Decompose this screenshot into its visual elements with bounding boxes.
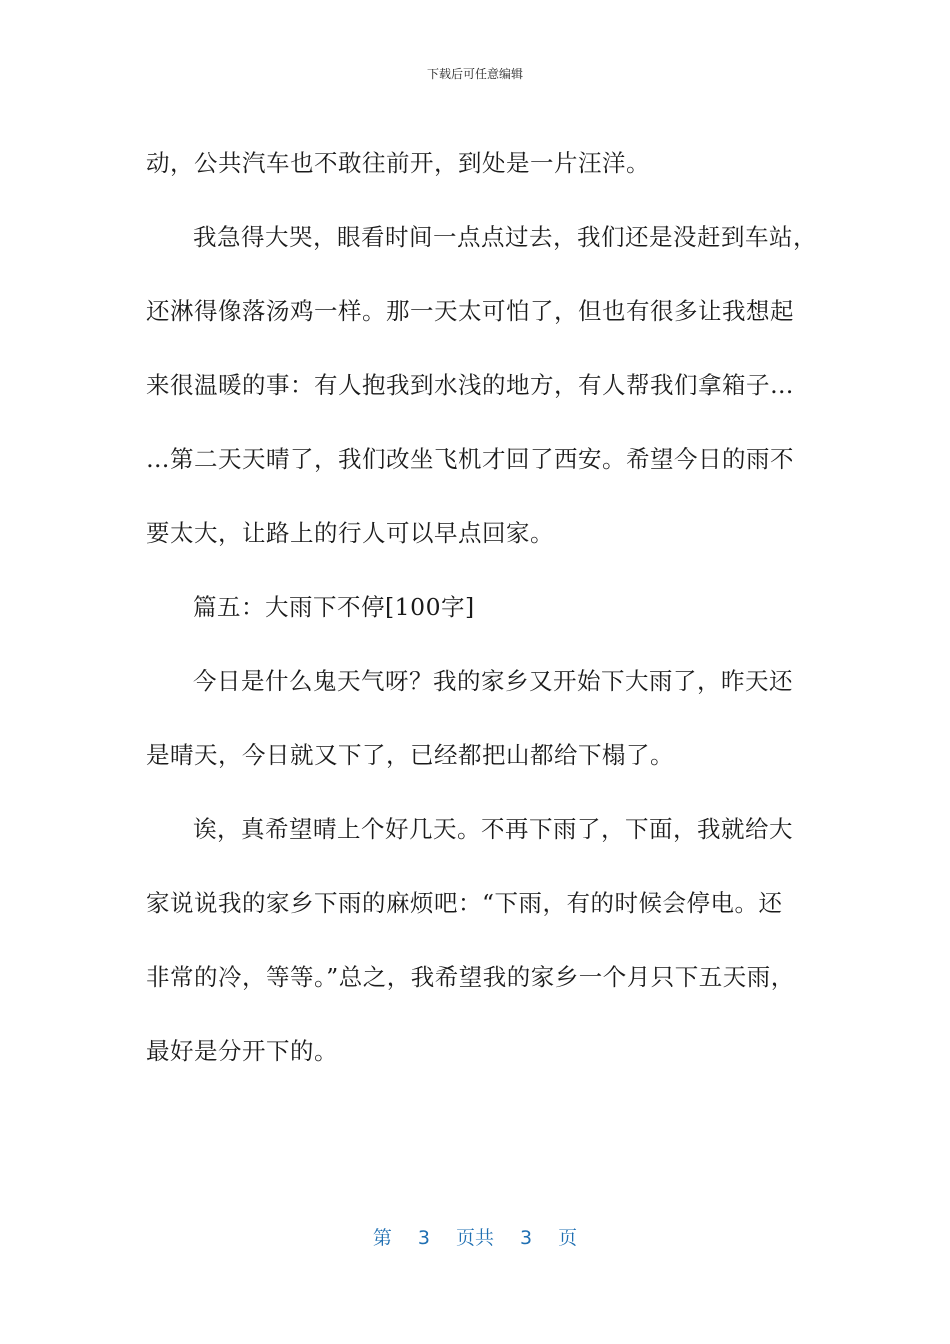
paragraph-line: 来很温暖的事：有人抱我到水浅的地方，有人帮我们拿箱子… (146, 371, 794, 399)
footer-middle: 页共 (455, 1227, 494, 1249)
current-page-number: 3 (417, 1227, 430, 1249)
paragraph-line: 最好是分开下的。 (146, 1037, 338, 1065)
paragraph-line: 家说说我的家乡下雨的麻烦吧：“下雨，有的时候会停电。还 (146, 889, 783, 917)
footer-suffix: 页 (558, 1227, 578, 1249)
paragraph-line: 动，公共汽车也不敢往前开，到处是一片汪洋。 (146, 149, 650, 177)
total-page-number: 3 (520, 1227, 533, 1249)
paragraph-line: 我急得大哭，眼看时间一点点过去，我们还是没赶到车站， (193, 223, 817, 251)
paragraph-line: 还淋得像落汤鸡一样。那一天太可怕了，但也有很多让我想起 (146, 297, 794, 325)
paragraph-line: 是晴天，今日就又下了，已经都把山都给下榻了。 (146, 741, 674, 769)
document-body (146, 126, 817, 1088)
page-header: 下载后可任意编辑 (426, 67, 523, 81)
section-heading: 篇五：大雨下不停[100字] (193, 593, 475, 621)
footer-prefix: 第 (372, 1227, 392, 1249)
paragraph-line: 今日是什么鬼天气呀？我的家乡又开始下大雨了，昨天还 (193, 667, 793, 695)
paragraph-line: 非常的冷，等等。”总之，我希望我的家乡一个月只下五天雨， (146, 963, 795, 991)
paragraph-line: 要太大，让路上的行人可以早点回家。 (146, 519, 554, 547)
page-footer (0, 1226, 950, 1250)
paragraph-line: …第二天天晴了，我们改坐飞机才回了西安。希望今日的雨不 (146, 445, 794, 473)
paragraph-line: 诶，真希望晴上个好几天。不再下雨了，下面，我就给大 (193, 815, 793, 843)
